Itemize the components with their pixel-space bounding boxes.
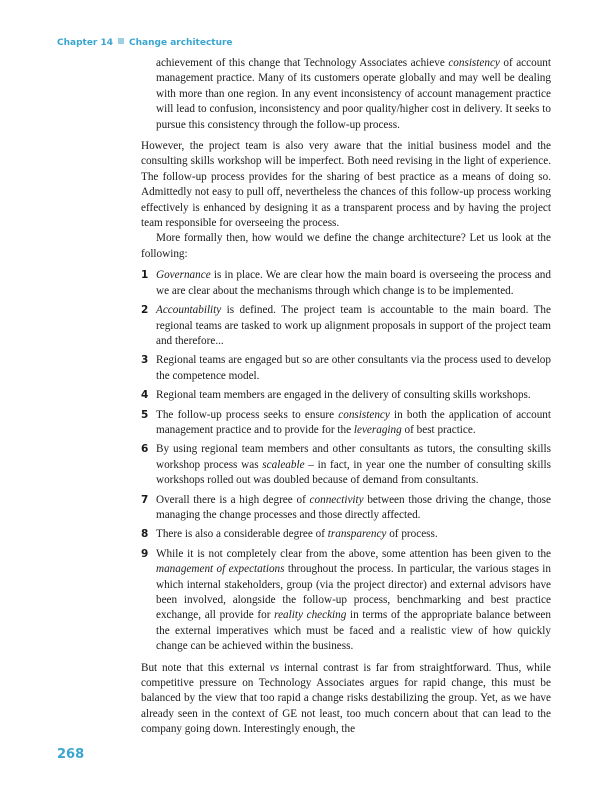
continuation-paragraph: achievement of this change that Technology Associates achieve consistency of account management practice. Many of its customers operate globally and may well be dealing with more than one region. In any event inconsistency of account management practice will lead to confusion, inconsistency and poor quality/higher cost in delivery. It seeks to pursue this consistency through the follow-up process. bbox=[156, 57, 551, 131]
paragraph: However, the project team is also very aware that the initial business model and the consulting skills workshop will be imperfect. Both need revising in the light of experience. The follow-up process provides for the sharing of best practice as a means of doing so. Admittedly not easy to pull off, nevertheless the chances of this follow-up process working effectively is enhanced by designing it as a transparent process and by having the project team responsible for overseeing the process. bbox=[141, 140, 551, 230]
list-item: 1 Governance is in place. We are clear how the main board is overseeing the process and we are clear about the mechanisms through which change is to be implemented. bbox=[141, 269, 551, 297]
list-item: 4 Regional team members are engaged in the delivery of consulting skills workshops. bbox=[141, 389, 531, 402]
list-item: 6 By using regional team members and other consultants as tutors, the consulting skills workshop process was scaleable – in fact, in year one the number of consulting skills workshops rolled out was doubled because of demand from consultants. bbox=[141, 443, 552, 487]
chapter-label: Chapter 14 bbox=[57, 38, 114, 48]
square-bullet-icon bbox=[118, 38, 124, 44]
list-item: 2 Accountability is defined. The project team is accountable to the main board. The regional teams are tasked to work up alignment proposals in support of the project team and therefore... bbox=[141, 304, 551, 347]
list-item: 8 There is also a considerable degree of transparency of process. bbox=[141, 528, 438, 541]
list-item: 5 The follow-up process seeks to ensure consistency in both the application of account management practice and to provide for the leveraging of best practice. bbox=[141, 408, 551, 436]
numbered-list bbox=[141, 268, 551, 654]
running-head bbox=[57, 38, 233, 48]
list-item: 7 Overall there is a high degree of connectivity between those driving the change, those managing the change processes and those directly affected. bbox=[141, 493, 551, 521]
paragraph: More formally then, how would we define the change architecture? Let us look at the following: bbox=[141, 232, 551, 260]
list-item: 9 While it is not completely clear from the above, some attention has been given to the management of expectations throughout the process. In particular, the various stages in which internal stakeholders, group (via the project director) and external advisors have been involved, alongside the follow-up process, benchmarking and best practice exchange, all provide for reality checking in terms of the appropriate balance between the external imperatives which must be faced and a realistic view of how quickly change can be achieved within the business. bbox=[141, 547, 551, 653]
list-item: 3 Regional teams are engaged but so are other consultants via the process used to develop the competence model. bbox=[141, 354, 551, 382]
chapter-title: Change architecture bbox=[129, 38, 233, 48]
page-number: 268 bbox=[57, 747, 85, 762]
body-text bbox=[141, 56, 551, 738]
closing-paragraph: But note that this external vs internal contrast is far from straightforward. Thus, while competitive pressure on Technology Associates argues for rapid change, this must be balanced by the view that too rapid a change risks destabilizing the group. Yet, as we have already seen in the context of GE not least, too much concern about that can lead to the company going down. Interestingly enough, the bbox=[141, 661, 551, 736]
